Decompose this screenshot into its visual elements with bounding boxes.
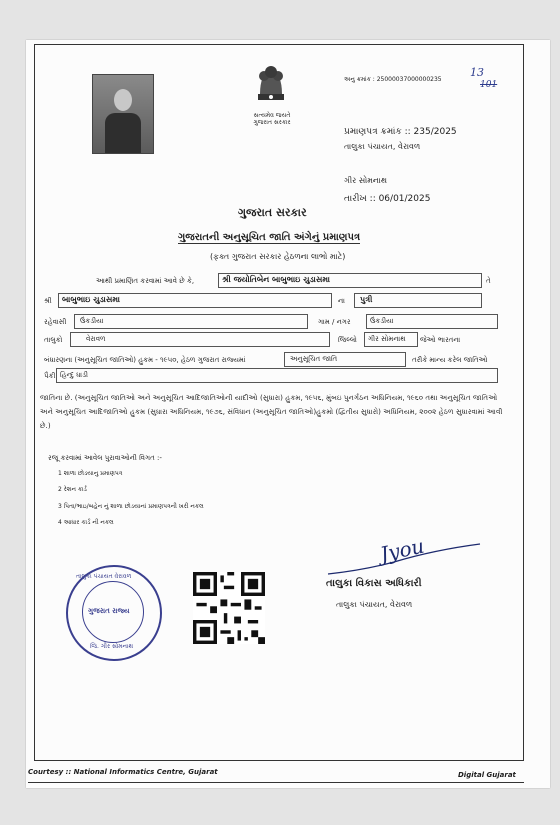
district-label: જિલ્લો (338, 336, 357, 344)
signature-stroke (324, 540, 484, 580)
handwritten-struck-number: 101 (480, 80, 498, 90)
shri-label: શ્રી (44, 297, 52, 305)
intro-text: આથી પ્રમાણિત કરવામાં આવે છે કે, (96, 277, 195, 285)
constitution-text: બંધારણના (અનુસૂચિત જાતિઓ) હુકમ - ૧૯૫૦, હેઠળ ગુજરાત રાજ્યમાં (44, 356, 246, 364)
govt-title: ગુજરાત સરકાર (238, 206, 307, 219)
na-label: ના (338, 297, 345, 305)
recognized-text: તરીકે માન્ય કરેલ જાતિઓ (412, 356, 488, 364)
resident-field (74, 314, 308, 329)
category-value: અનુસૂચિત જાતિ (290, 355, 338, 363)
certificate-number: પ્રમાણપત્ર ક્રમાંક :: 235/2025 (344, 127, 457, 137)
village-value: ઉંકડીયા (370, 317, 394, 325)
office-line: તાલુકા પંચાયત, વેરાવળ (344, 142, 421, 151)
footer-digital-gujarat: Digital Gujarat (458, 771, 516, 779)
seal-center-text: ગુજરાત રાજ્ય (88, 607, 130, 615)
place: ગીર સોમનાથ (344, 176, 387, 185)
resident-label: રહેવાસી (44, 318, 67, 326)
document-item: 2 રેશન કાર્ડ (58, 486, 87, 493)
taluka-label: તાલુકો (44, 336, 63, 344)
taluka-field (70, 332, 330, 347)
issue-date: તારીખ :: 06/01/2025 (344, 194, 431, 204)
document-item: 4 આધાર કાર્ડ ની નકલ (58, 519, 114, 526)
qr-code-icon (193, 572, 265, 644)
legal-paragraph: જાતિના છે. (અનુસૂચિત જાતિઓ અને અનુસૂચિત આદિજાતિઓની યાદીઓ (સુધારા) હુકમ, ૧૯૫૬, મુંબઇ પુનર્ગઠન અધિનિયમ, ૧૯૬૦ તથા અનુસૂચિત જાતિઓ અને અનુસૂચિત આદિજાતિઓ હુકમ (સુધારા અધિનિયમ, ૧૯૭૬, સંવિધાન (અનુસૂચિત જાતિઓ)હુકમો (દ્વિતીય સુધારો) અધિનિયમ, ૨૦૦૨ હેઠળ સુધારવામાં આવી છે.) (40, 393, 503, 430)
certificate-title: ગુજરાતની અનુસૂચિત જાતિ અંગેનું પ્રમાણપત્ર (178, 232, 361, 243)
footer-divider (28, 782, 524, 783)
serial-number: અનુ ક્રમાંક : 25000037000000235 (344, 76, 442, 83)
seal-ring-text: તાલુકા પંચાયત વેરાવળ (76, 573, 132, 580)
district-value: ગીર સોમનાથ (368, 335, 406, 343)
te-label: તે (486, 277, 491, 285)
caste-value: હિન્દુ ધાડી (60, 371, 88, 379)
emblem-caption: સત્યમેવ જયતે ગુજરાત સરકાર (253, 112, 291, 126)
caste-field (56, 368, 498, 383)
seal-bottom-text: જિ. ગીર સોમનાથ (90, 643, 134, 650)
signatory-designation: તાલુકા વિકાસ અધિકારી (326, 578, 422, 589)
village-label: ગામ / નગર (318, 318, 351, 326)
father-name: બાબુભાઇ ચુડાસમા (62, 295, 120, 304)
relation: પુત્રી (360, 295, 373, 304)
signatory-office: તાલુકા પંચાયત, વેરાવળ (336, 600, 413, 609)
document-item: 3 પિતા/ભાઇ/બહેન નું શાળા છોડયાનાં પ્રમાણપત્રની ખરી નકલ (58, 503, 204, 510)
applicant-photo (92, 74, 154, 154)
footer-courtesy: Courtesy :: National Informatics Centre, Gujarat (28, 768, 218, 776)
india-text: જેઓ ભારતના (420, 336, 461, 344)
taluka-value: વેરાવળ (86, 335, 106, 343)
caste-prefix: પૈકી (44, 372, 56, 380)
relation-field (354, 293, 482, 308)
signature: Jyou (377, 533, 427, 567)
handwritten-number: 13 (470, 66, 484, 79)
resident-value: ઉંકડીયા (80, 317, 104, 325)
applicant-name: શ્રી જયોતિબેન બાબુભાઇ ચુડાસમા (222, 275, 330, 284)
documents-heading: રજૂ કરવામાં આવેલ પુરાવાઓની વિગત :- (48, 454, 162, 462)
document-item: 1 શાળા છોડયાનુ પ્રમાણપત્ર (58, 470, 123, 477)
office-seal (66, 565, 162, 661)
certificate-subtitle: (ફક્ત ગુજરાત સરકાર હેઠળના લાભો માટે) (210, 252, 346, 261)
